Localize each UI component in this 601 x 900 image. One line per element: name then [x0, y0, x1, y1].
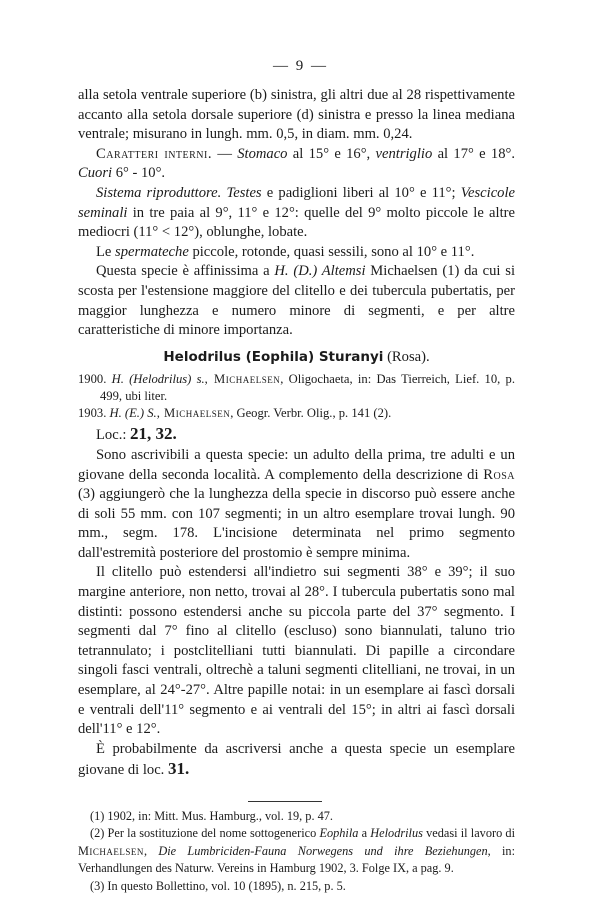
text-span: e padiglioni liberi al 10° e 11°;	[261, 184, 461, 201]
species-name: H. (D.) Altemsi	[274, 263, 366, 280]
page-number: — 9 —	[273, 58, 328, 74]
term-eophila: Eophila	[319, 826, 359, 841]
species-title: Helodrilus (Eophila) Sturanyi	[163, 348, 384, 365]
term-testes: Testes	[226, 184, 262, 201]
footnote-1: (1) 1902, in: Mitt. Mus. Hamburg., vol. 19, p. 47.	[90, 809, 333, 823]
ref-genus: H. (Helodrilus) s.	[111, 372, 205, 387]
paragraph-sistema-riproduttore	[78, 184, 515, 243]
ref-genus: H. (E.) S.	[109, 406, 157, 421]
text-span: a	[358, 826, 371, 841]
text-span: Michaelsen (1) da cui si scosta per l'estensione maggiore del clitello e dei tubercula pubertatis, per maggior lunghezza e numero minore di segmenti, e per altre caratteristiche di minore importanza.	[78, 263, 515, 339]
term-spermateche: spermateche	[115, 243, 189, 260]
text-span: al 17° e 18°.	[432, 145, 515, 162]
footnote-divider	[248, 801, 322, 802]
locality-line	[78, 424, 515, 446]
footnote-3: (3) In questo Bollettino, vol. 10 (1895), n. 215, p. 5.	[90, 878, 346, 893]
paragraph-spermateche	[78, 243, 515, 263]
paragraph-setole: alla setola ventrale superiore (b) sinistra, gli altri due al 28 rispettivamente accanto alla setola dorsale superiore (d) sinistra e presso la linea mediana ventrale; misurano in lungh. mm. 0,5, in diam. mm. 0,24.	[78, 87, 515, 143]
footnote-2	[78, 825, 515, 877]
footnotes	[78, 808, 515, 895]
text-span: 6° - 10°.	[112, 165, 166, 182]
text-span: Le	[96, 243, 116, 260]
reference-1900	[78, 371, 515, 405]
species-author: (Rosa).	[383, 348, 430, 365]
ref-year: 1903.	[78, 406, 110, 421]
section-label-caratteri: Caratteri interni.	[96, 145, 213, 162]
text-span: —	[212, 145, 238, 162]
reference-1903	[78, 405, 515, 422]
ref-year: 1900.	[78, 372, 112, 387]
paragraph-final	[78, 740, 515, 781]
text-span: piccole, rotonde, quasi sessili, sono al 10° e 11°.	[188, 243, 475, 260]
ref-author: , Michaelsen	[156, 406, 231, 421]
paragraph-ascrivibili	[78, 446, 515, 564]
text-span: È probabilmente da ascriversi anche a questa specie un esemplare giovane di loc.	[78, 740, 515, 779]
text-span: Questa specie è affinissima a	[96, 263, 275, 280]
term-vescicole: Vescicole seminali	[78, 184, 515, 221]
locality-values: 21, 32.	[130, 424, 177, 444]
term-helodrilus: Helodrilus	[370, 826, 423, 841]
text-span: Sono ascrivibili a questa specie: un adulto della prima, tre adulti e un giovane della seconda località. A complemento della descrizione di	[78, 446, 515, 483]
footnote-work-title: Die Lumbriciden-Fauna Norwegens und ihre Beziehungen	[158, 843, 488, 858]
section-label-sistema: Sistema riproduttore.	[96, 184, 222, 201]
main-text	[78, 86, 515, 895]
author-rosa: Rosa	[483, 466, 515, 483]
paragraph-clitello: Il clitello può estendersi all'indietro sui segmenti 38° e 39°; il suo margine anteriore, non netto, trovai al 28°. I tubercula pubertatis sono mal distinti: possono estendersi anche su piccola parte del 37° segmento. I segmenti dal 7° fino al clitello (escluso) sono biannulati, taluno trio tetrannulato; i postclitelliani tutti biannulati. Di papille a circondare singoli fasci ventrali, oltrechè a taluni segmenti clitelliani, ne trovai, in un esemplare, al 24°-27°. Altre papille notai: in un esemplare ai fascì dorsali e ventrali dell'11° segmento e ai ventrali del 15°; in altri ai fascì dorsali dell'11° e 12°.	[78, 564, 515, 738]
term-stomaco: Stomaco	[237, 145, 288, 162]
locality-ref: 31.	[167, 759, 190, 779]
species-heading	[78, 348, 515, 368]
term-cuori: Cuori	[78, 165, 113, 182]
paragraph-caratteri-interni	[78, 145, 515, 184]
text-span: in tre paia al 9°, 11° e 12°: quelle del 9° molto piccole le altre mediocri (11° < 12°), oblunghe, lobate.	[78, 204, 515, 241]
locality-label: Loc.:	[96, 427, 131, 444]
footnote-author: Michaelsen	[78, 843, 144, 858]
text-span: ,	[143, 843, 159, 858]
paragraph-affinita	[78, 262, 515, 340]
text-span: al 15° e 16°,	[287, 145, 376, 162]
text-span: vedasi il lavoro di	[422, 826, 515, 841]
text-span: , in: Verhandlungen des Naturw. Vereins in Hamburg 1902, 3. Folge IX, a pag. 9.	[78, 843, 515, 876]
term-ventriglio: ventriglio	[375, 145, 433, 162]
text-span: (2) Per la sostituzione del nome sottogenerico	[90, 826, 320, 841]
text-span: (3) aggiungerò che la lunghezza della specie in discorso può essere anche di soli 55 mm. con 107 segmenti; in un altro esemplare trovai lungh. 90 mm., segm. 178. L'incisione determinata nel primo segmento dall'estremità posteriore del prostomio è sempre minima.	[78, 486, 515, 561]
ref-rest: , Oligochaeta, in: Das Tierreich, Lief. 10, p. 499, ubi liter.	[100, 372, 515, 404]
ref-author: , Michaelsen	[204, 372, 281, 387]
ref-rest: , Geogr. Verbr. Olig., p. 141 (2).	[230, 406, 392, 421]
